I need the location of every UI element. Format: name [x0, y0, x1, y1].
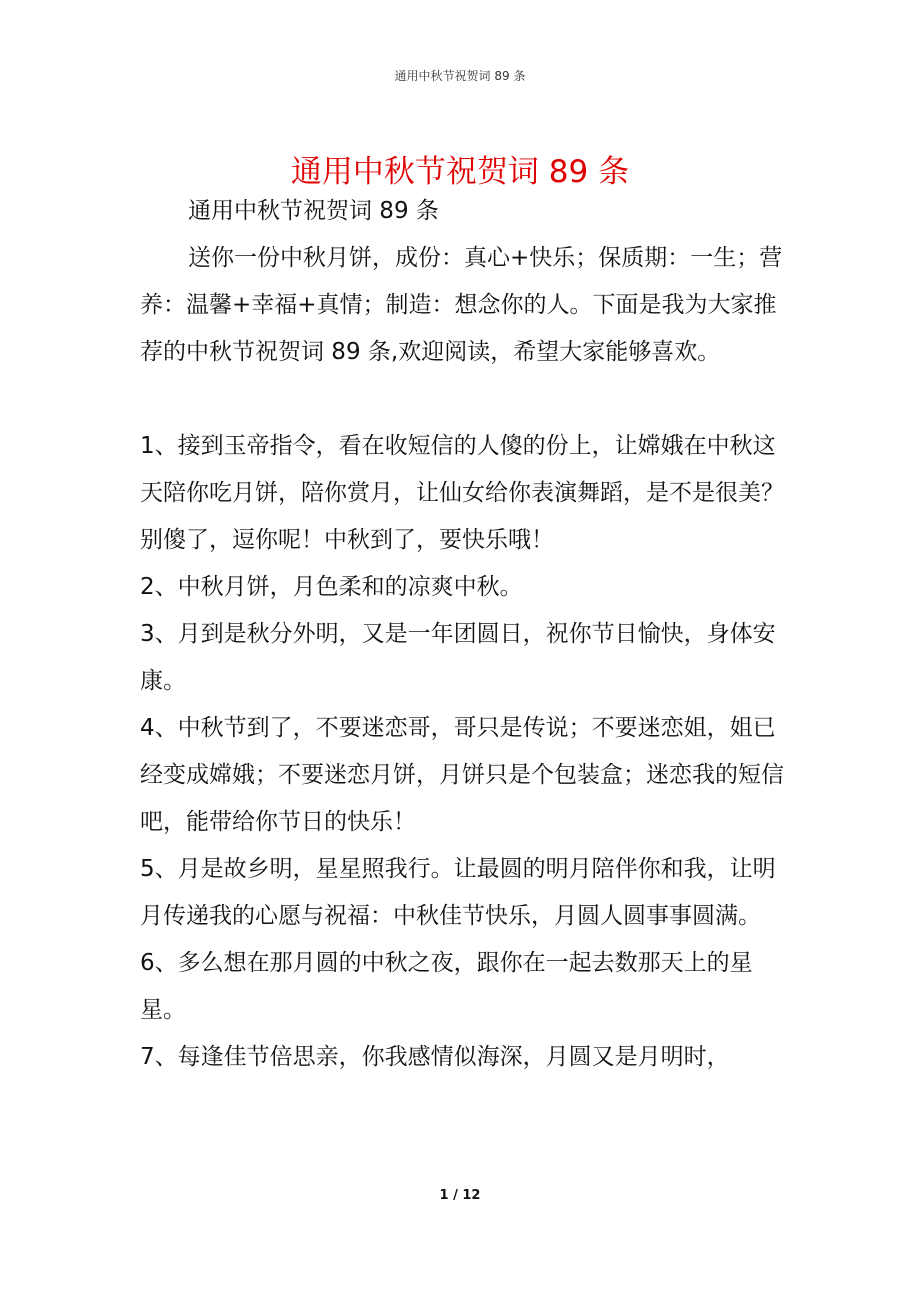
list-item: 6、多么想在那月圆的中秋之夜，跟你在一起去数那天上的星星。 [140, 950, 753, 1023]
running-header: 通用中秋节祝贺词 89 条 [394, 69, 526, 83]
list-item: 4、中秋节到了，不要迷恋哥，哥只是传说；不要迷恋姐，姐已经变成嫦娥；不要迷恋月饼，月饼只是个包装盒；迷恋我的短信吧，能带给你节日的快乐！ [140, 715, 784, 835]
document-body [140, 188, 790, 1081]
list-item: 3、月到是秋分外明，又是一年团圆日，祝你节日愉快，身体安康。 [140, 621, 776, 694]
list-item: 7、每逢佳节倍思亲，你我感情似海深，月圆又是月明时， [140, 1044, 730, 1070]
list-item: 2、中秋月饼，月色柔和的凉爽中秋。 [140, 574, 523, 600]
intro-paragraph: 送你一份中秋月饼，成份：真心+快乐；保质期：一生；营养：温馨+幸福+真情；制造：想念你的人。下面是我为大家推荐的中秋节祝贺词 89 条,欢迎阅读，希望大家能够喜欢。 [140, 245, 783, 365]
paragraph-gap [140, 376, 790, 423]
list-item: 1、接到玉帝指令，看在收短信的人傻的份上，让嫦娥在中秋这天陪你吃月饼，陪你赏月，让仙女给你表演舞蹈，是不是很美？别傻了，逗你呢！中秋到了，要快乐哦！ [140, 433, 784, 553]
page-number: 1 / 12 [439, 1188, 481, 1203]
intro-subtitle: 通用中秋节祝贺词 89 条 [188, 198, 439, 224]
document-title: 通用中秋节祝贺词 89 条 [290, 153, 630, 190]
list-item: 5、月是故乡明，星星照我行。让最圆的明月陪伴你和我，让明月传递我的心愿与祝福：中秋佳节快乐，月圆人圆事事圆满。 [140, 856, 776, 929]
